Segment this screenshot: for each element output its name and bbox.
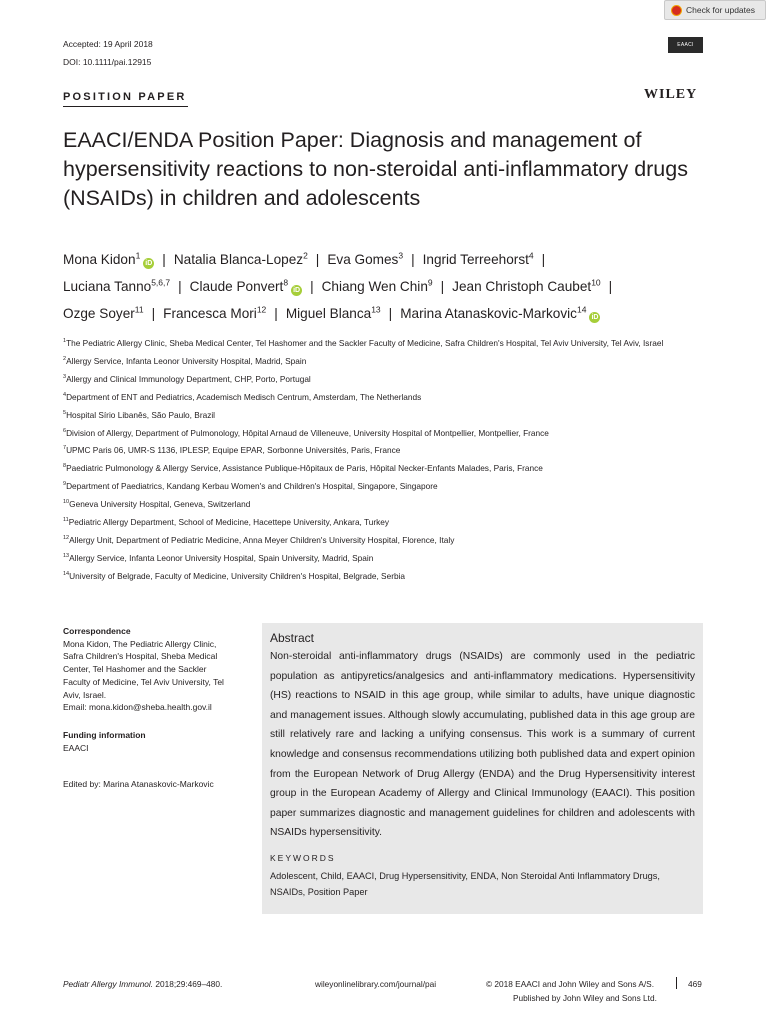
footer-volume: 2018;29:469–480.: [153, 979, 223, 989]
section-rule: [63, 106, 188, 107]
funding-heading: Funding information: [63, 730, 146, 740]
author-name[interactable]: Miguel Blanca$^{13}$: [285, 304, 381, 321]
accepted-date: Accepted: 19 April 2018: [63, 39, 153, 49]
affiliation-item: $^9$Department of Paediatrics, Kandang Kerbau Women's and Children's Hospital, Singapore, Singapore: [63, 481, 438, 492]
author-name[interactable]: Natalia Blanca-Lopez$^2$: [173, 250, 308, 267]
author-name[interactable]: Ozge Soyer$^{11}$: [63, 304, 144, 321]
check-for-updates-button[interactable]: [664, 0, 766, 20]
check-for-updates-label: Check for updates: [686, 5, 755, 15]
author-name[interactable]: Francesca Mori$^{12}$: [163, 304, 267, 321]
author-name[interactable]: Jean Christoph Caubet$^{10}$: [452, 277, 601, 294]
paper-title: EAACI/ENDA Position Paper: Diagnosis and management of hypersensitivity reactions to non-steroidal anti-inflammatory drugs (NSAIDs) in children and adolescents: [63, 128, 688, 210]
author-name[interactable]: Chiang Wen Chin$^9$: [321, 277, 433, 294]
affiliation-item: $^{14}$University of Belgrade, Faculty of Medicine, University Children's Hospital, Belgrade, Serbia: [63, 570, 406, 581]
edited-by: Edited by: Marina Atanaskovic-Markovic: [63, 779, 214, 789]
correspondence-line: Safra Children's Hospital, Sheba Medical: [63, 651, 218, 662]
publisher-logo: WILEY: [644, 87, 698, 102]
orcid-icon[interactable]: iD: [293, 287, 301, 294]
author-name[interactable]: Luciana Tanno$^{5,6,7}$: [63, 277, 171, 294]
affiliation-item: $^{12}$Allergy Unit, Department of Pediatric Medicine, Anna Meyer Children's University Hospital, Florence, Italy: [63, 534, 455, 545]
author-name[interactable]: Claude Ponvert$^8$iD: [189, 277, 301, 294]
keywords-list: Adolescent, Child, EAACI, Drug Hypersensitivity, ENDA, Non Steroidal Anti Inflammatory Drugs, NSAIDs, Position Paper: [270, 870, 660, 897]
abstract-body: Non-steroidal anti-inflammatory drugs (NSAIDs) are commonly used in the pediatric population as antipyretics/analgesics and anti-inflammatory medications. Hypersensitivity (HS) reactions to NSAID in this age group, while similar to adults, have unique diagnostic and management issues. Although slowly accumulating, published data in this age group are still relatively rare and lacking a unifying consensus. This work is a summary of current knowledge and consensus recommendations utilizing both published data and expert opinion from the European Network of Drug Allergy (ENDA) and the Drug Hypersensitivity interest group in the European Academy of Allergy and Clinical Immunology (EAACI). This position paper summarizes diagnostic and management guidelines for children and adolescents with NSAIDs hypersensitivity.: [270, 651, 695, 839]
funding-block: [63, 729, 248, 754]
affiliation-item: $^{10}$Geneva University Hospital, Geneva, Switzerland: [63, 499, 251, 510]
correspondence-email[interactable]: Email: mona.kidon@sheba.health.gov.il: [63, 702, 212, 713]
abstract-box: [262, 623, 703, 914]
author-name[interactable]: Marina Atanaskovic-Markovic$^{14}$iD: [400, 304, 599, 321]
correspondence-line: Faculty of Medicine, Tel Aviv University, Tel: [63, 676, 224, 687]
affiliation-item: $^7$UPMC Paris 06, UMR-S 1136, IPLESP, Equipe EPAR, Sorbonne Universités, Paris, France: [63, 445, 401, 456]
affiliation-item: $^4$Department of ENT and Pediatrics, Academisch Medisch Centrum, Amsterdam, The Netherlands: [63, 391, 422, 402]
abstract-heading: Abstract: [270, 631, 315, 645]
orcid-icon[interactable]: iD: [145, 260, 153, 267]
correspondence-line: Mona Kidon, The Pediatric Allergy Clinic,: [63, 638, 217, 649]
affiliation-item: $^3$Allergy and Clinical Immunology Department, CHP, Porto, Portugal: [63, 373, 311, 384]
doi[interactable]: DOI: 10.1111/pai.12915: [63, 57, 152, 67]
footer-published: Published by John Wiley and Sons Ltd.: [513, 993, 657, 1003]
footer-url[interactable]: wileyonlinelibrary.com/journal/pai: [315, 979, 437, 989]
eaaci-logo-text: EAACI: [677, 42, 694, 48]
footer-journal: Pediatr Allergy Immunol.: [63, 979, 154, 989]
page-number: 469: [688, 979, 702, 989]
affiliation-item: $^8$Paediatric Pulmonology & Allergy Service, Assistance Publique-Hôpitaux de Paris, Hôpital Necker-Enfants Malades, Paris, France: [63, 463, 543, 474]
affiliation-item: $^{11}$Pediatric Allergy Department, School of Medicine, Hacettepe University, Ankara, Turkey: [63, 517, 390, 528]
affiliation-item: $^2$Allergy Service, Infanta Leonor University Hospital, Madrid, Spain: [63, 355, 307, 366]
correspondence-line: Aviv, Israel.: [63, 689, 107, 700]
affiliation-item: $^1$The Pediatric Allergy Clinic, Sheba Medical Center, Tel Hashomer and the Sackler Faculty of Medicine, Safra Children's Hospital, Tel Aviv University, Tel Aviv, Israel: [63, 338, 664, 348]
footer-citation: [63, 979, 222, 989]
check-for-updates-icon: [671, 5, 682, 16]
affiliation-item: $^5$Hospital Sírio Libanês, São Paulo, Brazil: [63, 409, 216, 420]
affiliation-item: $^{13}$Allergy Service, Infanta Leonor University Hospital, Spain University, Madrid, Spain: [63, 552, 374, 563]
affiliation-list: [63, 335, 708, 586]
correspondence-heading: Correspondence: [63, 626, 131, 636]
orcid-icon[interactable]: iD: [591, 314, 599, 321]
eaaci-logo: [668, 37, 703, 53]
correspondence-block: [63, 625, 248, 714]
funding-text: EAACI: [63, 742, 89, 753]
keywords-heading: KEYWORDS: [270, 852, 336, 863]
author-name[interactable]: Eva Gomes$^3$: [327, 250, 404, 267]
footer-divider: [676, 977, 677, 989]
section-label: POSITION PAPER: [63, 91, 187, 103]
affiliation-item: $^6$Division of Allergy, Department of Pulmonology, Hôpital Arnaud de Villeneuve, University Hospital of Montpellier, Montpellier, France: [63, 427, 549, 438]
author-list: Mona Kidon$^1$iD | Natalia Blanca-Lopez$^2$ | Eva Gomes$^3$ | Ingrid Terreehorst$^4$ | Luciana Tanno$^{5,6,7}$ | Claude Ponvert$^8$iD | Chiang Wen Chin$^9$ | Jean Christoph Caubet$^{10}$ | Ozge Soyer$^{11}$ | Francesca Mori$^{12}$ | Miguel Blanca$^{13}$ | Marina Atanaskovic-Markovic$^{14}$iD: [63, 250, 613, 321]
author-name[interactable]: Mona Kidon$^1$iD: [63, 250, 153, 267]
footer-copyright: © 2018 EAACI and John Wiley and Sons A/S.: [486, 979, 654, 989]
author-name[interactable]: Ingrid Terreehorst$^4$: [422, 250, 534, 267]
correspondence-line: Center, Tel Hashomer and the Sackler: [63, 664, 207, 675]
